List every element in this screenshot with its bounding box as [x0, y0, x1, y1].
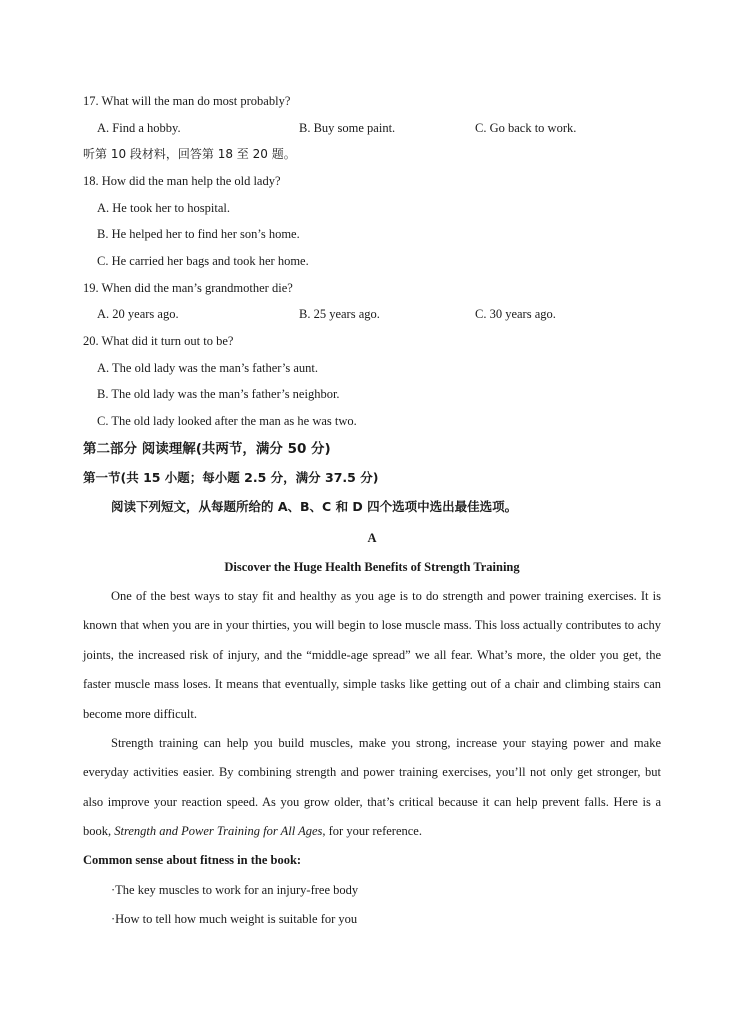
part-2-title: 第二部分 阅读理解(共两节，满分 50 分)	[83, 441, 331, 457]
section-10-instruction: 听第 10 段材料，回答第 18 至 20 题。	[83, 147, 296, 161]
question-18: 18. How did the man help the old lady?	[83, 174, 281, 188]
passage-title: Discover the Huge Health Benefits of Strength Training	[224, 560, 520, 574]
passage-letter: A	[367, 531, 377, 545]
q19-option-c: C. 30 years ago.	[475, 307, 556, 321]
section-1-title: 第一节(共 15 小题；每小题 2.5 分，满分 37.5 分)	[83, 470, 379, 485]
book-title: Strength and Power Training for All Ages	[114, 824, 323, 839]
paragraph-2-start: Strength training can help you build muscles, make you strong, increase your staying power and make everyday activities easier. By combining strength and power training exercises, you’ll not only get stronger, but also improve your reaction speed. As you grow older, that’s critical because it can help prevent falls. Here is a book,	[83, 736, 661, 839]
q20-option-b: B. The old lady was the man’s father’s neighbor.	[97, 387, 340, 401]
q19-option-a: A. 20 years ago.	[97, 307, 179, 321]
paragraph-2	[83, 729, 661, 847]
common-sense-heading: Common sense about fitness in the book:	[83, 853, 302, 867]
q18-option-b: B. He helped her to find her son’s home.	[97, 227, 300, 241]
question-19: 19. When did the man’s grandmother die?	[83, 281, 293, 295]
reading-instruction: 阅读下列短文，从每题所给的 A、B、C 和 D 四个选项中选出最佳选项。	[111, 499, 518, 514]
q18-option-a: A. He took her to hospital.	[97, 201, 230, 215]
q17-option-b: B. Buy some paint.	[299, 121, 396, 135]
q19-option-b: B. 25 years ago.	[299, 307, 380, 321]
bullet-item-2: ·How to tell how much weight is suitable for you	[111, 912, 358, 926]
q20-option-a: A. The old lady was the man’s father’s aunt.	[97, 361, 319, 375]
q20-option-c: C. The old lady looked after the man as he was two.	[97, 414, 357, 428]
question-20: 20. What did it turn out to be?	[83, 334, 234, 348]
q18-option-c: C. He carried her bags and took her home.	[97, 254, 309, 268]
question-17: 17. What will the man do most probably?	[83, 94, 291, 108]
q17-option-a: A. Find a hobby.	[97, 121, 181, 135]
paragraph-1: One of the best ways to stay fit and healthy as you age is to do strength and power training exercises. It is known that when you are in your thirties, you will begin to lose muscle mass. This loss actually contributes to achy joints, the increased risk of injury, and the “middle-age spread” we all fear. What’s more, the older you get, the faster muscle mass loses. It means that eventually, simple tasks like getting out of a chair and climbing stairs can become more difficult.	[83, 589, 661, 721]
bullet-item-1: ·The key muscles to work for an injury-free body	[111, 883, 359, 897]
q17-option-c: C. Go back to work.	[475, 121, 577, 135]
paragraph-2-end: , for your reference.	[322, 824, 422, 839]
